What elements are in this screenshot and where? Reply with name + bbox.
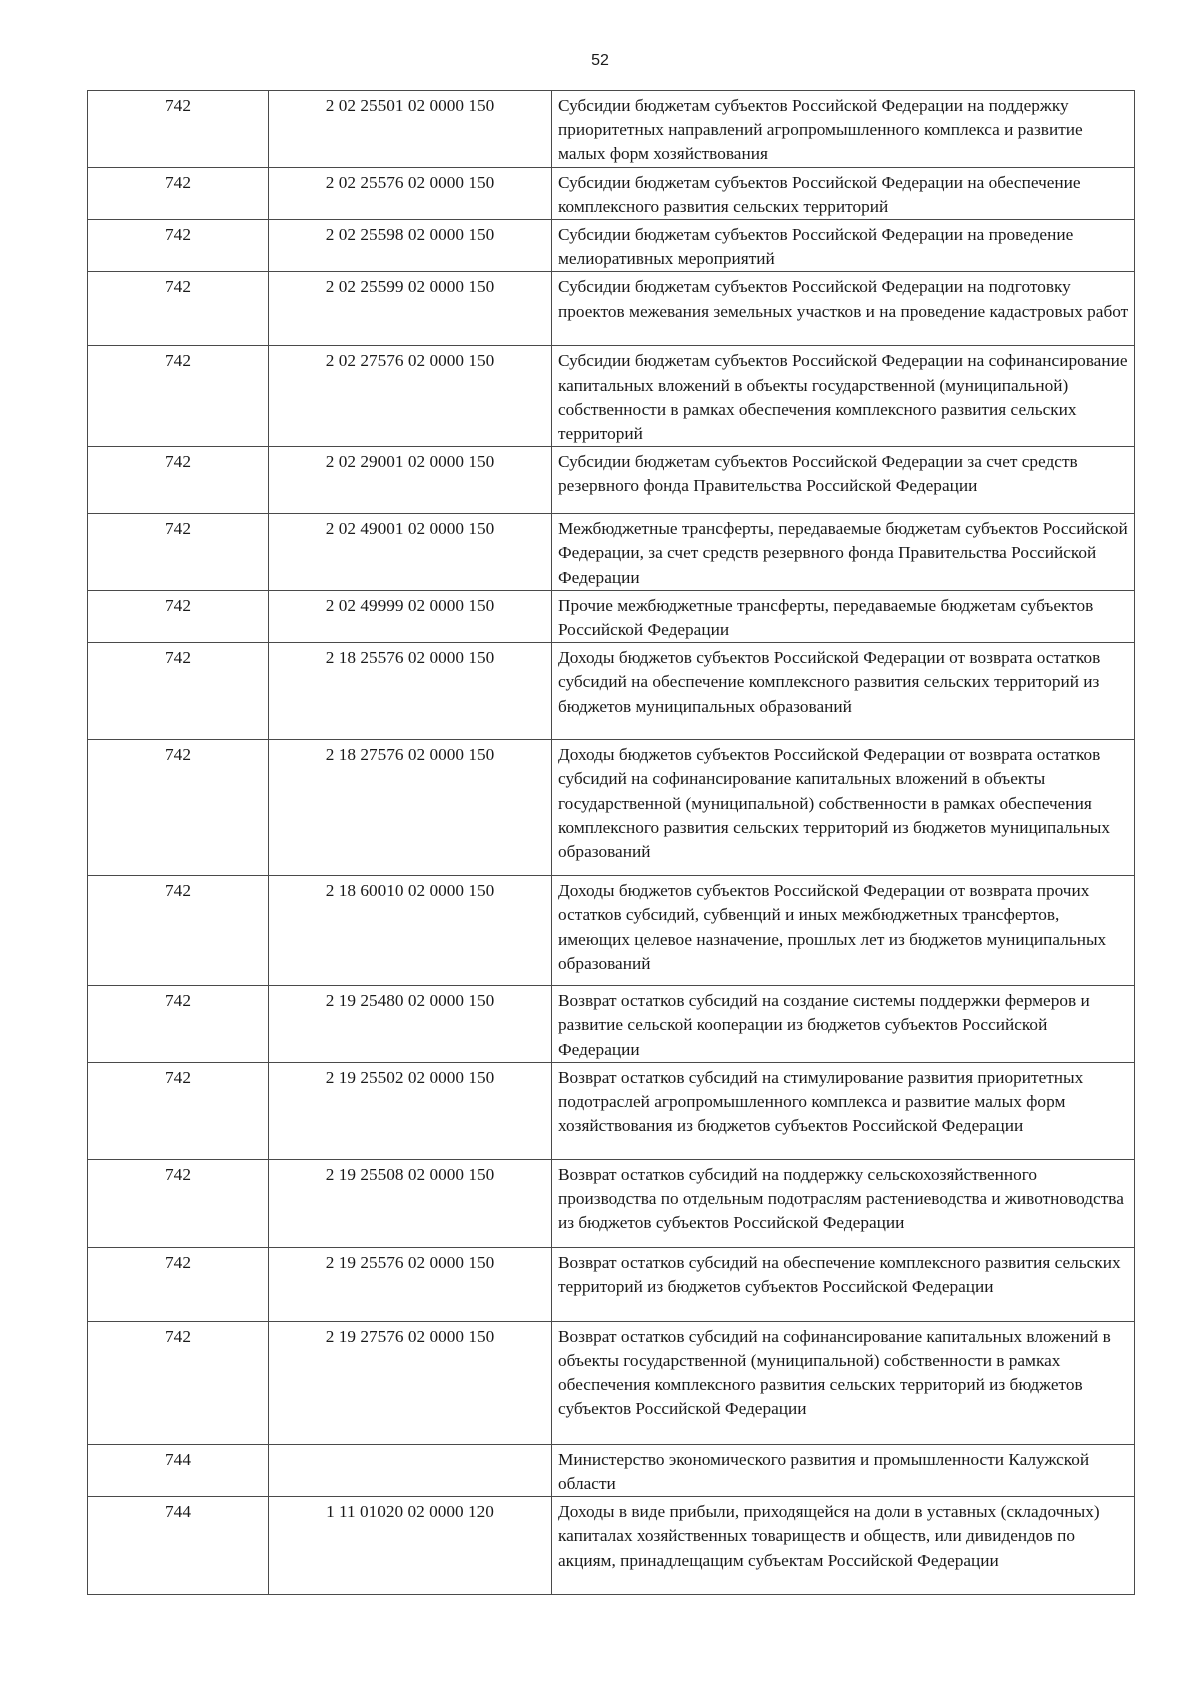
revenue-name-cell: Возврат остатков субсидий на создание системы поддержки фермеров и развитие сельской кооперации из бюджетов субъектов Российской Федерации <box>552 986 1135 1063</box>
admin-code-cell: 742 <box>88 740 269 876</box>
table-row <box>88 514 1135 591</box>
revenue-code-cell: 2 18 27576 02 0000 150 <box>269 740 552 876</box>
revenue-code-cell: 2 19 25576 02 0000 150 <box>269 1247 552 1321</box>
table-row <box>88 643 1135 740</box>
revenue-code-cell: 2 02 25501 02 0000 150 <box>269 91 552 168</box>
revenue-name-cell: Возврат остатков субсидий на обеспечение комплексного развития сельских территорий из бюджетов субъектов Российской Федерации <box>552 1247 1135 1321</box>
revenue-code-cell: 2 02 49001 02 0000 150 <box>269 514 552 591</box>
admin-code-cell: 742 <box>88 447 269 514</box>
revenue-name-cell: Субсидии бюджетам субъектов Российской Федерации на софинансирование капитальных вложений в объекты государственной (муниципальной) собственности в рамках обеспечения комплексного развития сельских территорий <box>552 346 1135 447</box>
table-row <box>88 1062 1135 1159</box>
admin-code-cell: 742 <box>88 1321 269 1444</box>
revenue-name-cell: Субсидии бюджетам субъектов Российской Федерации на обеспечение комплексного развития сельских территорий <box>552 167 1135 219</box>
revenue-name-cell: Субсидии бюджетам субъектов Российской Федерации за счет средств резервного фонда Правительства Российской Федерации <box>552 447 1135 514</box>
revenue-code-cell: 2 18 25576 02 0000 150 <box>269 643 552 740</box>
revenue-name-cell: Доходы бюджетов субъектов Российской Федерации от возврата прочих остатков субсидий, субвенций и иных межбюджетных трансфертов, имеющих целевое назначение, прошлых лет из бюджетов муниципальных образований <box>552 876 1135 986</box>
revenue-name-cell: Субсидии бюджетам субъектов Российской Федерации на проведение мелиоративных мероприятий <box>552 220 1135 272</box>
admin-code-cell: 742 <box>88 1159 269 1247</box>
table-row <box>88 220 1135 272</box>
table-row <box>88 1247 1135 1321</box>
page-number: 52 <box>591 52 609 69</box>
admin-code-cell: 742 <box>88 346 269 447</box>
revenue-code-cell: 2 19 25508 02 0000 150 <box>269 1159 552 1247</box>
revenue-code-cell: 2 02 25598 02 0000 150 <box>269 220 552 272</box>
table-row <box>88 1497 1135 1595</box>
revenue-name-cell: Возврат остатков субсидий на софинансирование капитальных вложений в объекты государственной (муниципальной) собственности в рамках обеспечения комплексного развития сельских территорий из бюджетов субъектов Российской Федерации <box>552 1321 1135 1444</box>
revenue-code-cell <box>269 1444 552 1496</box>
table-row <box>88 167 1135 219</box>
admin-code-cell: 742 <box>88 272 269 346</box>
revenue-code-cell: 1 11 01020 02 0000 120 <box>269 1497 552 1595</box>
admin-code-cell: 742 <box>88 1247 269 1321</box>
table-row <box>88 1159 1135 1247</box>
revenue-code-cell: 2 02 25576 02 0000 150 <box>269 167 552 219</box>
revenue-code-cell: 2 02 27576 02 0000 150 <box>269 346 552 447</box>
table-row <box>88 447 1135 514</box>
table-row <box>88 1321 1135 1444</box>
admin-code-cell: 742 <box>88 167 269 219</box>
revenue-name-cell: Доходы бюджетов субъектов Российской Федерации от возврата остатков субсидий на обеспечение комплексного развития сельских территорий из бюджетов муниципальных образований <box>552 643 1135 740</box>
revenue-name-cell: Прочие межбюджетные трансферты, передаваемые бюджетам субъектов Российской Федерации <box>552 590 1135 642</box>
admin-code-cell: 742 <box>88 876 269 986</box>
table-row <box>88 91 1135 168</box>
admin-code-cell: 742 <box>88 1062 269 1159</box>
revenue-name-cell: Межбюджетные трансферты, передаваемые бюджетам субъектов Российской Федерации, за счет средств резервного фонда Правительства Российской Федерации <box>552 514 1135 591</box>
revenue-code-cell: 2 02 49999 02 0000 150 <box>269 590 552 642</box>
table-row <box>88 272 1135 346</box>
revenue-code-cell: 2 19 25480 02 0000 150 <box>269 986 552 1063</box>
admin-code-cell: 742 <box>88 91 269 168</box>
revenue-name-cell: Субсидии бюджетам субъектов Российской Федерации на поддержку приоритетных направлений агропромышленного комплекса и развитие малых форм хозяйствования <box>552 91 1135 168</box>
revenue-code-cell: 2 18 60010 02 0000 150 <box>269 876 552 986</box>
revenue-code-cell: 2 19 27576 02 0000 150 <box>269 1321 552 1444</box>
revenue-name-cell: Доходы в виде прибыли, приходящейся на доли в уставных (складочных) капиталах хозяйственных товариществ и обществ, или дивидендов по акциям, принадлещащим субъектам Российской Федерации <box>552 1497 1135 1595</box>
revenue-name-cell: Субсидии бюджетам субъектов Российской Федерации на подготовку проектов межевания земельных участков и на проведение кадастровых работ <box>552 272 1135 346</box>
revenue-code-cell: 2 02 25599 02 0000 150 <box>269 272 552 346</box>
admin-code-cell: 742 <box>88 514 269 591</box>
admin-code-cell: 742 <box>88 590 269 642</box>
revenue-name-cell: Министерство экономического развития и промышленности Калужской области <box>552 1444 1135 1496</box>
admin-code-cell: 742 <box>88 643 269 740</box>
admin-code-cell: 742 <box>88 986 269 1063</box>
table-row <box>88 740 1135 876</box>
revenue-code-cell: 2 19 25502 02 0000 150 <box>269 1062 552 1159</box>
table-row <box>88 346 1135 447</box>
table-row <box>88 876 1135 986</box>
budget-classification-table <box>87 90 1135 1595</box>
revenue-name-cell: Доходы бюджетов субъектов Российской Федерации от возврата остатков субсидий на софинансирование капитальных вложений в объекты государственной (муниципальной) собственности в рамках обеспечения комплексного развития сельских территорий из бюджетов муниципальных образований <box>552 740 1135 876</box>
revenue-name-cell: Возврат остатков субсидий на стимулирование развития приоритетных подотраслей агропромышленного комплекса и развитие малых форм хозяйствования из бюджетов субъектов Российской Федерации <box>552 1062 1135 1159</box>
table-row <box>88 1444 1135 1496</box>
admin-code-cell: 742 <box>88 220 269 272</box>
revenue-name-cell: Возврат остатков субсидий на поддержку сельскохозяйственного производства по отдельным подотраслям растениеводства и животноводства из бюджетов субъектов Российской Федерации <box>552 1159 1135 1247</box>
table-row <box>88 590 1135 642</box>
admin-code-cell: 744 <box>88 1497 269 1595</box>
revenue-code-cell: 2 02 29001 02 0000 150 <box>269 447 552 514</box>
admin-code-cell: 744 <box>88 1444 269 1496</box>
table-row <box>88 986 1135 1063</box>
